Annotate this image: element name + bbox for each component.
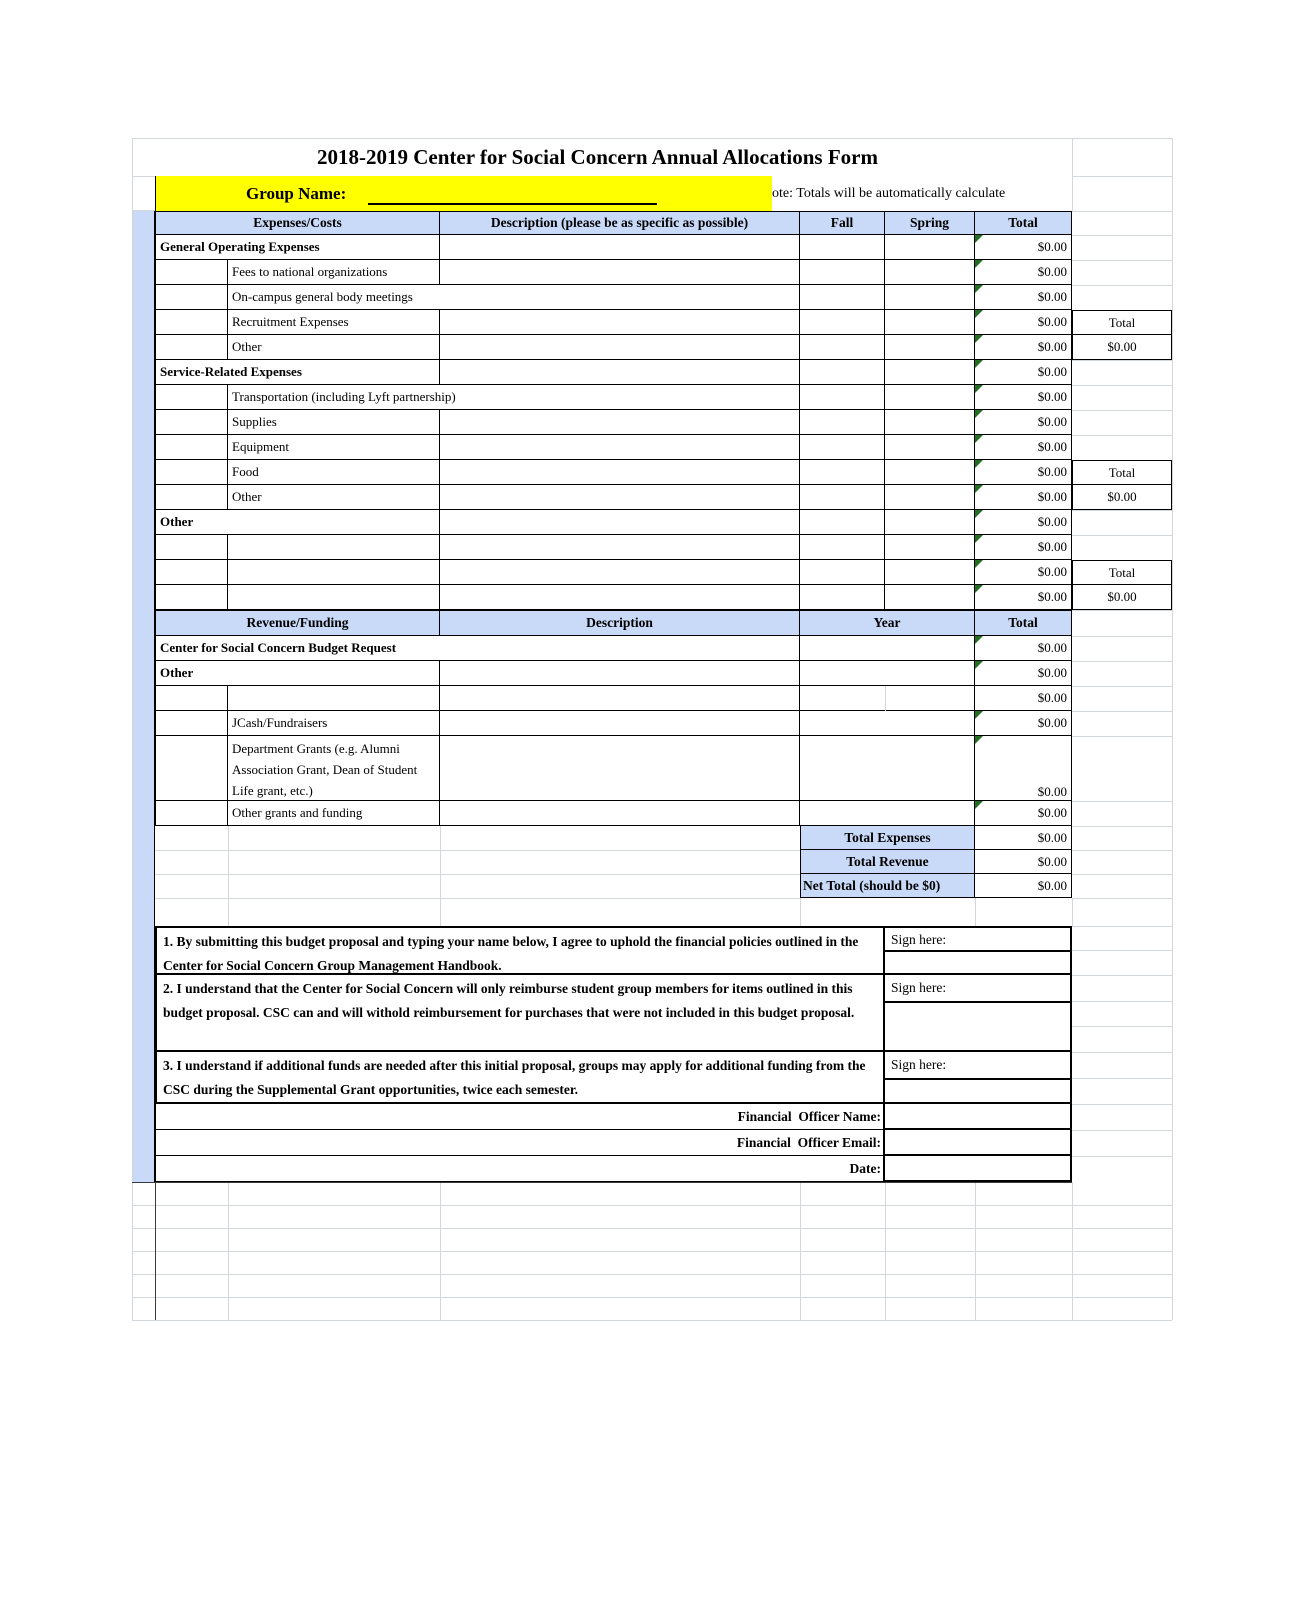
indent-cell [155,410,228,435]
indent-cell [155,285,228,310]
indent-cell [155,385,228,410]
spring-cell[interactable] [885,335,975,360]
gridline [155,850,800,851]
row-label [228,560,440,585]
description-cell[interactable] [440,435,800,460]
description-cell[interactable] [440,285,800,310]
description-cell[interactable] [440,360,800,385]
side-total-box: $0.00 [1072,585,1172,610]
gridline [1072,285,1172,286]
gridline [155,1182,156,1320]
expenses-header-category: Expenses/Costs [155,211,440,235]
description-cell[interactable] [440,560,800,585]
gridline [228,1182,229,1320]
total-revenue-value: $0.00 [975,850,1072,874]
row-label: Food [228,460,440,485]
total-cell: $0.00 [975,335,1072,360]
year-cell[interactable] [800,636,975,661]
row-label: On-campus general body meetings [228,285,440,310]
gridline [1072,610,1172,611]
fall-cell[interactable] [800,460,885,485]
gridline [1072,636,1172,637]
gridline [1072,385,1172,386]
expenses-header-description: Description (please be as specific as possible) [440,211,800,235]
spring-cell[interactable] [885,485,975,510]
gridline [1072,176,1172,177]
row-label: Other [228,485,440,510]
fall-cell[interactable] [800,435,885,460]
fall-cell[interactable] [800,535,885,560]
indent-cell [155,260,228,285]
description-cell[interactable] [440,510,800,535]
spring-cell[interactable] [885,385,975,410]
gridline [1072,435,1172,436]
fall-cell[interactable] [800,510,885,535]
total-cell: $0.00 [975,661,1072,686]
row-label [228,686,440,711]
total-revenue-label: Total Revenue [800,850,975,874]
description-cell[interactable] [440,636,800,661]
spring-cell[interactable] [885,410,975,435]
gridline [1072,975,1172,976]
row-label: Department Grants (e.g. Alumni Association Grant, Dean of Student Life grant, etc.) [228,736,440,801]
row-header-column [132,211,155,1182]
year-cell[interactable] [800,661,975,686]
sign-box-divider [885,1078,1070,1080]
indent-cell [155,460,228,485]
indent-cell [155,535,228,560]
total-cell: $0.00 [975,560,1072,585]
year-cell[interactable] [800,686,975,711]
gridline [155,898,800,899]
total-cell: $0.00 [975,485,1072,510]
date-input[interactable] [883,1154,1072,1182]
net-total-label: Net Total (should be $0) [800,874,975,898]
gridline [1072,1052,1172,1053]
row-label: Supplies [228,410,440,435]
row-label [228,585,440,610]
indent-cell [155,711,228,736]
agreement-1-text: 1. By submitting this budget proposal and typing your name below, I agree to uphold the financial policies outlined in the Center for Social Concern Group Management Handbook. [155,926,885,975]
gridline [1072,898,1172,899]
gridline [800,898,801,926]
spring-cell[interactable] [885,585,975,610]
gridline [1072,360,1172,361]
side-total-box: $0.00 [1072,335,1172,360]
side-total-box: $0.00 [1072,485,1172,510]
section-label: Other [155,510,440,535]
total-cell: $0.00 [975,410,1072,435]
gridline [1072,661,1172,662]
gridline [1072,874,1172,875]
total-cell: $0.00 [975,310,1072,335]
total-expenses-value: $0.00 [975,826,1072,850]
row-label [228,535,440,560]
revenue-header-total: Total [975,610,1072,636]
total-cell: $0.00 [975,235,1072,260]
total-cell: $0.00 [975,535,1072,560]
description-cell[interactable] [440,235,800,260]
gridline [132,176,155,177]
group-name-input-line[interactable] [368,203,657,205]
gridline [132,1297,1172,1298]
gridline [440,898,441,926]
fall-cell[interactable] [800,385,885,410]
indent-cell [155,435,228,460]
fall-cell[interactable] [800,585,885,610]
gridline [1072,850,1172,851]
spring-cell[interactable] [885,260,975,285]
gridline [1072,410,1172,411]
side-total-box: Total [1072,310,1172,335]
revenue-header-description: Description [440,610,800,636]
description-cell[interactable] [440,711,800,736]
gridline [885,686,886,711]
total-cell: $0.00 [975,636,1072,661]
gridline [1072,1156,1172,1157]
fall-cell[interactable] [800,285,885,310]
gridline [155,874,800,875]
indent-cell [155,335,228,360]
total-cell: $0.00 [975,435,1072,460]
description-cell[interactable] [440,801,800,826]
gridline [800,1182,801,1320]
sign-here-label: Sign here: [891,980,947,995]
fall-cell[interactable] [800,260,885,285]
gridline [1072,260,1172,261]
gridline [132,1251,1172,1252]
agreement-3-sign-box[interactable] [883,1050,1072,1104]
agreement-2-sign-box[interactable] [883,973,1072,1052]
gridline [1072,510,1172,511]
year-cell[interactable] [800,801,975,826]
revenue-header-category: Revenue/Funding [155,610,440,636]
gridline [1072,736,1172,737]
total-cell: $0.00 [975,510,1072,535]
total-cell: $0.00 [975,460,1072,485]
gridline [1072,711,1172,712]
gridline [1072,950,1172,951]
description-cell[interactable] [440,485,800,510]
fall-cell[interactable] [800,235,885,260]
sign-here-label: Sign here: [891,932,947,947]
sign-box-divider [885,950,1070,952]
auto-calc-note: ote: Totals will be automatically calculate [772,185,1006,201]
date-label: Date: [155,1156,885,1182]
gridline [228,826,229,898]
description-cell[interactable] [440,686,800,711]
description-cell[interactable] [440,410,800,435]
gridline [132,1182,133,1320]
gridline [1072,898,1073,926]
spring-cell[interactable] [885,310,975,335]
total-expenses-label: Total Expenses [800,826,975,850]
fall-cell[interactable] [800,410,885,435]
gridline [1072,1078,1172,1079]
description-cell[interactable] [440,385,800,410]
expenses-header-fall: Fall [800,211,885,235]
total-cell: $0.00 [975,711,1072,736]
spring-cell[interactable] [885,285,975,310]
gridline [1072,801,1172,802]
fall-cell[interactable] [800,485,885,510]
gridline [1072,535,1172,536]
gridline [1072,1026,1172,1027]
gridline [1172,138,1173,1320]
gridline [1072,926,1172,927]
fall-cell[interactable] [800,560,885,585]
page-title: 2018-2019 Center for Social Concern Annual Allocations Form [317,144,878,169]
net-total-value: $0.00 [975,874,1072,898]
indent-cell [155,560,228,585]
gridline [1072,826,1172,827]
agreement-2-text: 2. I understand that the Center for Social Concern will only reimburse student group members for items outlined in this budget proposal. CSC can and will withold reimbursement for purchases that were not included in this budget proposal. [155,973,885,1052]
sign-here-label: Sign here: [891,1057,947,1072]
gridline [132,1182,1072,1183]
description-cell[interactable] [440,310,800,335]
agreement-3-text: 3. I understand if additional funds are needed after this initial proposal, groups may apply for additional funding from the CSC during the Supplemental Grant opportunities, twice each semester. [155,1050,885,1104]
description-cell[interactable] [440,661,800,686]
group-name-label: Group Name: [246,183,347,203]
row-label: Fees to national organizations [228,260,440,285]
total-cell: $0.00 [975,801,1072,826]
indent-cell [155,310,228,335]
total-cell: $0.00 [975,260,1072,285]
sign-box-divider [885,1001,1070,1003]
financial-officer-email-input[interactable] [883,1128,1072,1156]
indent-cell [155,686,228,711]
expenses-header-total: Total [975,211,1072,235]
gridline [1072,1130,1172,1131]
row-label: Transportation (including Lyft partnership) [228,385,440,410]
total-cell: $0.00 [975,360,1072,385]
gridline [440,826,441,898]
gridline [1072,235,1172,236]
row-label: Recruitment Expenses [228,310,440,335]
indent-cell [155,485,228,510]
gridline [975,1182,976,1320]
gridline [1072,1182,1073,1320]
section-label: General Operating Expenses [155,235,440,260]
gridline [440,1182,441,1320]
total-cell: $0.00 [975,285,1072,310]
gridline [228,898,229,926]
spring-cell[interactable] [885,510,975,535]
gridline [132,1228,1172,1229]
revenue-header-year: Year [800,610,975,636]
gridline [975,898,976,926]
spring-cell[interactable] [885,435,975,460]
gridline [1072,211,1172,212]
description-cell[interactable] [440,736,800,801]
section-label: Center for Social Concern Budget Request [155,636,440,661]
indent-cell [155,801,228,826]
indent-cell [155,585,228,610]
section-label: Other [155,661,440,686]
row-label: JCash/Fundraisers [228,711,440,736]
description-cell[interactable] [440,460,800,485]
gridline [1072,138,1073,211]
section-label: Service-Related Expenses [155,360,440,385]
gridline [132,1274,1172,1275]
gridline [1072,1001,1172,1002]
financial-officer-name-label: Financial Officer Name: [155,1104,885,1130]
row-label: Other [228,335,440,360]
total-cell: $0.00 [975,585,1072,610]
total-cell: $0.00 [975,686,1072,711]
spring-cell[interactable] [885,460,975,485]
year-cell[interactable] [800,711,975,736]
spring-cell[interactable] [885,360,975,385]
gridline [885,1182,886,1320]
description-cell[interactable] [440,585,800,610]
financial-officer-name-input[interactable] [883,1102,1072,1130]
spring-cell[interactable] [885,235,975,260]
gridline [132,1205,1172,1206]
description-cell[interactable] [440,335,800,360]
row-label: Other grants and funding [228,801,440,826]
fall-cell[interactable] [800,335,885,360]
financial-officer-email-label: Financial Officer Email: [155,1130,885,1156]
total-cell: $0.00 [975,736,1072,801]
gridline [1072,686,1172,687]
side-total-box: Total [1072,560,1172,585]
spring-cell[interactable] [885,535,975,560]
row-label: Equipment [228,435,440,460]
side-total-box: Total [1072,460,1172,485]
spring-cell[interactable] [885,560,975,585]
agreement-1-sign-box[interactable] [883,926,1072,975]
description-cell[interactable] [440,260,800,285]
fall-cell[interactable] [800,310,885,335]
gridline [132,1320,1172,1321]
total-cell: $0.00 [975,385,1072,410]
year-cell[interactable] [800,736,975,801]
fall-cell[interactable] [800,360,885,385]
gridline [132,138,133,211]
gridline [1072,1104,1172,1105]
description-cell[interactable] [440,535,800,560]
indent-cell [155,736,228,801]
expenses-header-spring: Spring [885,211,975,235]
